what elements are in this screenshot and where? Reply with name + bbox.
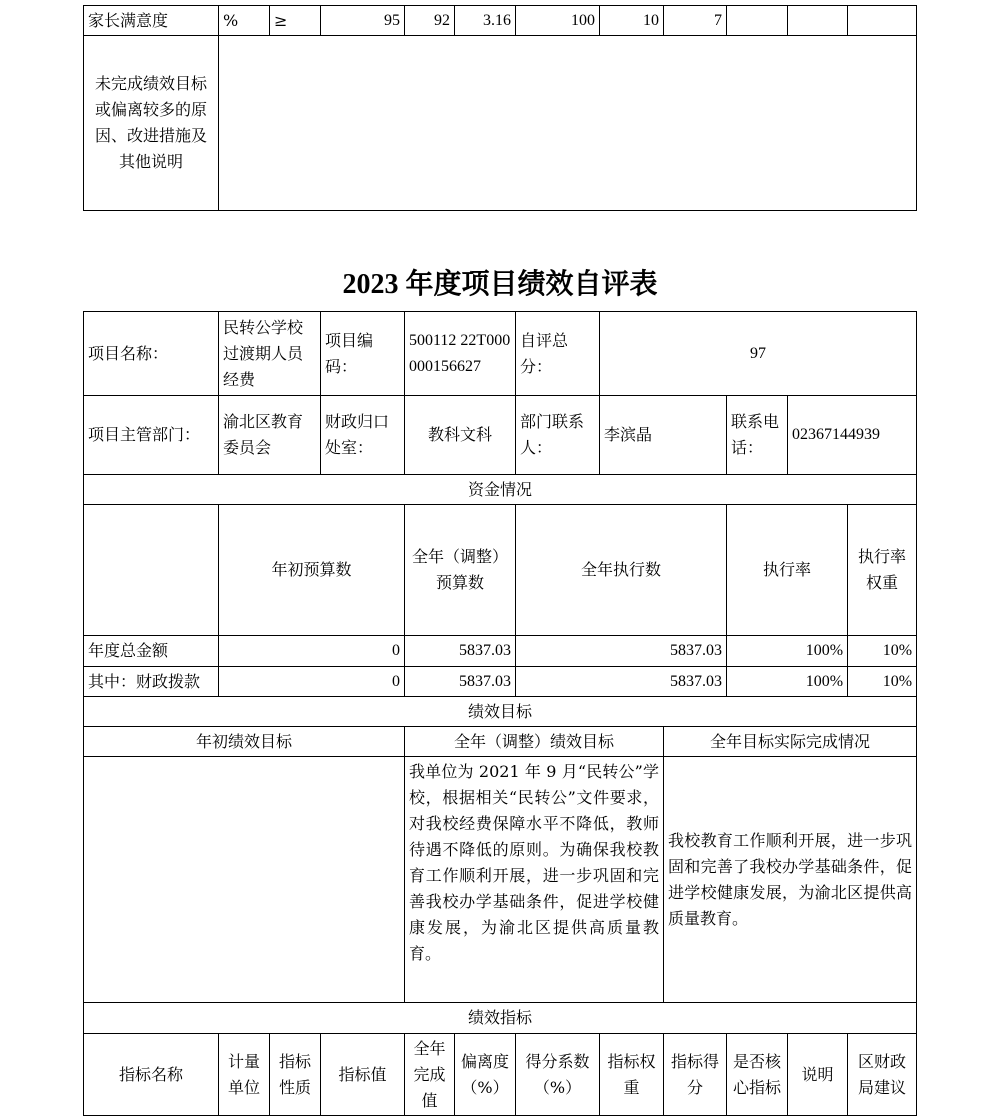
funds-header-blank (84, 505, 219, 636)
indicator-header: 说明 (788, 1034, 848, 1116)
indicator-deviation: 3.16 (455, 6, 516, 36)
phone-label: 联系电话： (727, 396, 788, 475)
note-content (219, 36, 917, 211)
funds-row-label: 年度总金额 (84, 636, 219, 667)
indicator-score: 7 (664, 6, 727, 36)
indicator-weight: 10 (600, 6, 664, 36)
funds-header: 执行率权重 (848, 505, 917, 636)
table-row (84, 6, 917, 36)
indicator-header: 全年完成值 (405, 1034, 455, 1116)
finance: 教科文科 (405, 396, 516, 475)
indicator-name: 家长满意度 (84, 6, 219, 36)
funds-header: 年初预算数 (219, 505, 405, 636)
project-code-label: 项目编码： (321, 312, 405, 396)
indicator-unit: % (219, 6, 270, 36)
indicator-header: 指标性质 (270, 1034, 321, 1116)
table-row (84, 36, 917, 211)
contact-label: 部门联系人： (516, 396, 600, 475)
funds-header: 执行率 (727, 505, 848, 636)
funds-cell: 5837.03 (405, 636, 516, 667)
self-score-label: 自评总分： (516, 312, 600, 396)
dept-label: 项目主管部门： (84, 396, 219, 475)
funds-section-title: 资金情况 (84, 475, 917, 505)
project-code: 500112 22T000000156627 (405, 312, 516, 396)
table-row (84, 396, 917, 475)
goals-header: 全年（调整）绩效目标 (405, 727, 664, 757)
evaluation-table (83, 311, 917, 1116)
goals-header: 年初绩效目标 (84, 727, 405, 757)
funds-header: 全年（调整）预算数 (405, 505, 516, 636)
indicator-header: 指标得分 (664, 1034, 727, 1116)
indicator-header: 得分系数（%） (516, 1034, 600, 1116)
funds-cell: 5837.03 (516, 636, 727, 667)
funds-row-label: 其中：财政拨款 (84, 667, 219, 697)
indicator-coef: 100 (516, 6, 600, 36)
indicator-note (788, 6, 848, 36)
table-row (84, 1003, 917, 1034)
table-row (84, 636, 917, 667)
indicator-target: 95 (321, 6, 405, 36)
indicators-section-title: 绩效指标 (84, 1003, 917, 1034)
funds-cell: 5837.03 (516, 667, 727, 697)
goals-section-title: 绩效目标 (84, 697, 917, 727)
finance-label: 财政归口处室： (321, 396, 405, 475)
table-row (84, 667, 917, 697)
goals-adjusted: 我单位为 2021 年 9 月“民转公”学校，根据相关“民转公”文件要求，对我校经费保障水平不降低，教师待遇不降低的原则。为确保我校教育工作顺利开展，进一步巩固和完善我校办学基础条件，促进学校健康发展，为渝北区提供高质量教育。 (405, 757, 664, 1003)
table-row (84, 757, 917, 1003)
funds-cell: 0 (219, 667, 405, 697)
indicator-header: 计量单位 (219, 1034, 270, 1116)
funds-cell: 10% (848, 667, 917, 697)
table-row (84, 505, 917, 636)
previous-indicator-table (83, 5, 917, 211)
indicator-actual: 92 (405, 6, 455, 36)
funds-cell: 10% (848, 636, 917, 667)
indicator-header: 偏离度（%） (455, 1034, 516, 1116)
funds-header: 全年执行数 (516, 505, 727, 636)
indicator-suggestion (848, 6, 917, 36)
indicator-header: 是否核心指标 (727, 1034, 788, 1116)
table-row (84, 475, 917, 505)
goals-header: 全年目标实际完成情况 (664, 727, 917, 757)
goals-actual: 我校教育工作顺利开展，进一步巩固和完善了我校办学基础条件，促进学校健康发展，为渝北区提供高质量教育。 (664, 757, 917, 1003)
goals-initial (84, 757, 405, 1003)
table-row (84, 727, 917, 757)
contact: 李滨晶 (600, 396, 727, 475)
table-row (84, 697, 917, 727)
project-name: 民转公学校过渡期人员经费 (219, 312, 321, 396)
phone: 02367144939 (788, 396, 917, 475)
funds-cell: 100% (727, 636, 848, 667)
page-title: 2023 年度项目绩效自评表 (342, 269, 658, 300)
funds-cell: 0 (219, 636, 405, 667)
table-row (84, 1034, 917, 1116)
indicator-header: 指标值 (321, 1034, 405, 1116)
indicator-header: 指标权重 (600, 1034, 664, 1116)
self-score: 97 (600, 312, 917, 396)
indicator-nature: ≥ (270, 6, 321, 36)
project-name-label: 项目名称： (84, 312, 219, 396)
funds-cell: 100% (727, 667, 848, 697)
indicator-core (727, 6, 788, 36)
dept: 渝北区教育委员会 (219, 396, 321, 475)
indicator-header: 区财政局建议 (848, 1034, 917, 1116)
funds-cell: 5837.03 (405, 667, 516, 697)
table-row (84, 312, 917, 396)
indicator-header: 指标名称 (84, 1034, 219, 1116)
note-label: 未完成绩效目标或偏离较多的原因、改进措施及其他说明 (84, 36, 219, 211)
